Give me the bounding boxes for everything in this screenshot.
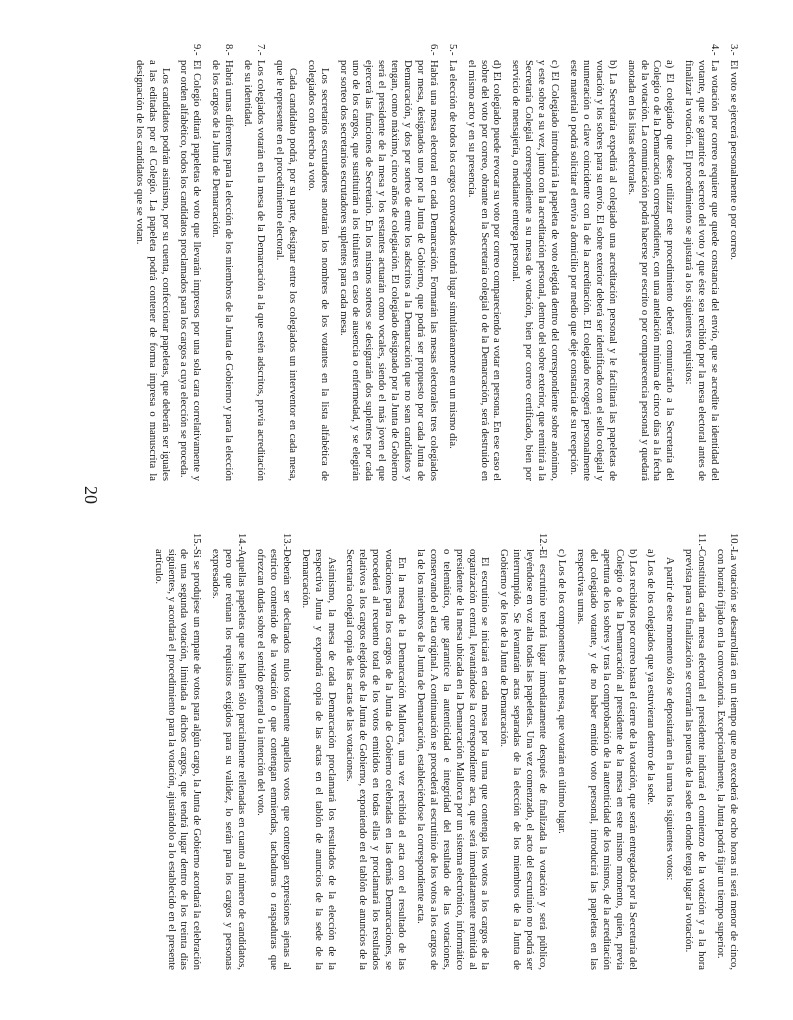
item-text: La votación se desarrollará en un tiempo que no excederá de ocho horas ni será menor de cinco, con horario fijado en la convocatoria. Excepcionalmente, la Junta podrá fijar un tiempo superior. xyxy=(715,549,739,970)
item-number: 4.- xyxy=(709,44,721,56)
paragraph-6-1: Los secretarios escrutadores anotarán los nombres de los votantes en la lista alfabética de colegiados con derecho a voto. xyxy=(305,60,330,481)
subitem-4a: a) El colegiado que desee utilizar este procedimiento deberá comunicarlo a la Secretaría del Colegio o de la Demarcación correspondiente, con una antelación mínima de cinco días a la fecha de la votación. La comunicación podrá hacerse por escrito o por comparecencia personal y quedará anotada en las listas electorales. xyxy=(625,60,676,481)
item-number: 14.- xyxy=(236,533,248,550)
item-text: Deberán ser declarados nulos totalmente aquellos votos que contengan expresiones ajenas al estricto contenido de la votación o que contengan enmiendas, tachaduras o raspaduras que ofrezcan dudas sobre el sentido general o la intención del voto. xyxy=(255,549,292,970)
item-number: 6.- xyxy=(427,44,439,56)
item-number: 12.- xyxy=(537,533,549,550)
item-text: El voto se ejercerá personalmente o por correo. xyxy=(728,60,739,261)
left-column xyxy=(126,44,739,481)
article-item-10 xyxy=(713,533,739,970)
subitem-4c: c) El Colegiado introducirá la papeleta de voto elegida dentro del correspondiente sobre anónimo, y este sobre a su vez, junto con la acreditación personal, dentro del sobre exterior, que remitirá a la Secretaría Colegial correspondiente a su mesa de votación, bien por correo certificado, bien por servicio de mensajería, o mediante entrega personal. xyxy=(510,60,561,481)
item-number: 7.- xyxy=(255,44,266,56)
paragraph-12-2: En la mesa de la Demarcación Mallorca, una vez recibida el acta con el resultado de las votaciones para los cargos de la Junta de Gobierno celebradas en las demás Demarcaciones, se procederá al recuento total de los votos emitidos en todas ellas y proclamará los resultados relativos a los cargos elegidos de la Junta de Gobierno, exponiendo en el tablón de anuncios de la Secretaría colegial copia de las actas de las votaciones. xyxy=(344,549,408,970)
item-number: 9.- xyxy=(191,44,203,56)
item-number: 10.- xyxy=(728,533,739,550)
item-number: 5.- xyxy=(446,44,458,56)
item-text: La votación por correo requiere que quede constancia del envío, que se acredite la identidad del votante, que se garantice el secreto del voto y que éste sea recibido por la mesa electoral antes de finalizar la votación. El procedimiento se ajustará a los siguientes requisitos: xyxy=(683,60,721,481)
item-text: Constituida cada mesa electoral el presidente indicará el comienzo de la votación y a la hora prevista para su finalización se cerrarán las puertas de la sede en donde tenga lugar la votación. xyxy=(683,549,708,970)
article-item-4 xyxy=(681,44,720,481)
item-number: 3.- xyxy=(728,44,739,56)
item-text: Aquellas papeletas que se hallen sólo parcialmente rellenadas en cuanto al número de candidatos, pero que reúnan los requisitos exigidos para su validez, lo serán para los cargos y personas expresados. xyxy=(210,549,248,970)
article-item-7 xyxy=(240,44,266,481)
subitem-11c: c) Los de los componentes de la mesa, que votarán en último lugar. xyxy=(556,549,568,834)
subitem-11b: b) Los recibidos por correo hasta el cierre de la votación, que serán entregados por la Secretaría del Colegio o de la Demarcación al presidente de la mesa en este mismo momento, quien, previa apertura de los sobres y tras la comprobación de la autenticidad de los mismos, de la acreditación del colegiado votante, y de no haber emitido voto personal, introducirá las papeletas en las respectivas urnas. xyxy=(574,549,638,970)
item-text: Habrá urnas diferentes para la elección de los miembros de la Junta de Gobierno y para la elección de los cargos de la Junta de Demarcación. xyxy=(210,60,235,481)
subitem-11a: a) Los de los colegiados que ya estuvieran dentro de la sede. xyxy=(645,549,657,805)
paragraph-9-1: Los candidatos podrán asimismo, por su cuenta, confeccionar papeletas, que deberán ser iguales a las editadas por el Colegio. La papeleta podrá contener de forma impresa o manuscrita la designación de los candidatos que se votan. xyxy=(133,60,171,481)
item-text: Los colegiados votarán en la mesa de la Demarcación a la que estén adscritos, previa acreditación de su identidad. xyxy=(242,60,266,481)
article-item-9 xyxy=(177,44,203,481)
item-number: 11.- xyxy=(696,533,708,550)
article-item-15 xyxy=(151,533,203,970)
item-text: El escrutinio tendrá lugar inmediatamente después de finalizada la votación y será público, leyéndose en voz alta todas las papeletas. Una vez comenzado, el acto del escrutinio no podrá ser interrumpido. Se levantarán actas separadas de la elección de los miembros de la Junta de Gobierno y de los de la Junta de Demarcación. xyxy=(498,549,549,970)
article-item-3 xyxy=(726,44,739,481)
article-item-6 xyxy=(336,44,439,481)
subitem-4b: b) La Secretaría expedirá al colegiado una acreditación personal y le facilitará las papeletas de votación y los sobres para su envío. El sobre exterior deberá ser identificado con el sello colegial y numeración o clave coincidente con la de la acreditación. El colegiado recogerá personalmente este material o podrá solicitar el envío a domicilio por medio que deje constancia de su recepción. xyxy=(568,60,618,481)
page-number: 20 xyxy=(81,486,101,504)
article-item-5 xyxy=(445,44,458,481)
item-number: 15.- xyxy=(191,533,203,550)
item-number: 8.- xyxy=(223,44,235,56)
article-item-11 xyxy=(681,533,707,970)
item-text: El Colegio editará papeletas de voto que llevarán impresos por una sola cara correlativamente y por orden alfabético, todos los candidatos proclamados para los cargos a cuya elección se proceda. xyxy=(178,60,203,481)
right-column xyxy=(145,533,739,970)
item-number: 13.- xyxy=(280,533,292,550)
article-item-14 xyxy=(208,533,247,970)
item-text: Si se produjese un empate de votos para algún cargo, la Junta de Gobierno acordará la celebración de una segunda votación, limitada a dichos cargos, que tendrá lugar dentro de los treinta días siguientes, y acordará el procedimiento para la votación, ajustándolo a lo establecido en el presente artículo. xyxy=(152,549,203,970)
paragraph-11-1: A partir de este momento sólo se depositarán en la urna los siguientes votos: xyxy=(664,557,676,881)
paragraph-6-2: Cada candidato podrá, por su parte, designar entre los colegiados un interventor en cada mesa, que le represente en el procedimiento electoral. xyxy=(273,60,298,481)
item-text: La elección de todos los cargos convocados tendrá lugar simultáneamente en un mismo día. xyxy=(446,60,458,449)
item-text: Habrá una mesa electoral en cada Demarcación. Formarán las mesas electorales tres colegiados por mesa, designados uno por la Junta de Gobierno, que podrá ser propuesto por cada Junta de Demarcación, y dos por sorteo de entre los adscritos a la Demarcación que no sean candidatos y tengan, como máximo, cinco años de colegiación. El colegiado designado por la Junta de Gobierno será el presidente de la mesa y los restantes actuarán como vocales, siendo el más joven el que ejercerá las funciones de Secretario. En los mismos sorteos se designarán dos suplentes por cada uno de los cargos, que sustituirán a los titulares en caso de ausencia o enfermedad, y se elegirán por sorteo dos secretarios escrutadores suplentes para cada mesa. xyxy=(337,60,439,481)
paragraph-12-3: Asimismo, la mesa de cada Demarcación proclamará los resultados de la elección de la respectiva Junta y expondrá copia de las actas en el tablón de anuncios de la sede de la Demarcación. xyxy=(299,549,337,970)
article-item-12 xyxy=(497,533,549,970)
subitem-4d: d) El colegiado puede revocar su voto por correo compareciendo a votar en persona. En ese caso el sobre del voto por correo, obrante en la Secretaría colegial o de la Demarcación, será destruido en el mismo acto y en su presencia. xyxy=(465,60,503,481)
paragraph-12-1: El escrutinio se iniciará en cada mesa por la urna que contenga los votos a los cargos de la organización central, levantándose la correspondiente acta, que será inmediatamente remitida al presidente de la mesa ubicada en la Demarcación Mallorca por un sistema electrónico, informático o telemático, que garantice la autenticidad e integridad del resultado de las votaciones, conservando el acta original. A continuación se procederá al escrutinio de los votos a los cargos de la de los miembros de la Junta de Demarcación, estableciéndose la correspondiente acta. xyxy=(414,549,491,970)
article-item-8 xyxy=(208,44,234,481)
article-item-13 xyxy=(253,533,292,970)
